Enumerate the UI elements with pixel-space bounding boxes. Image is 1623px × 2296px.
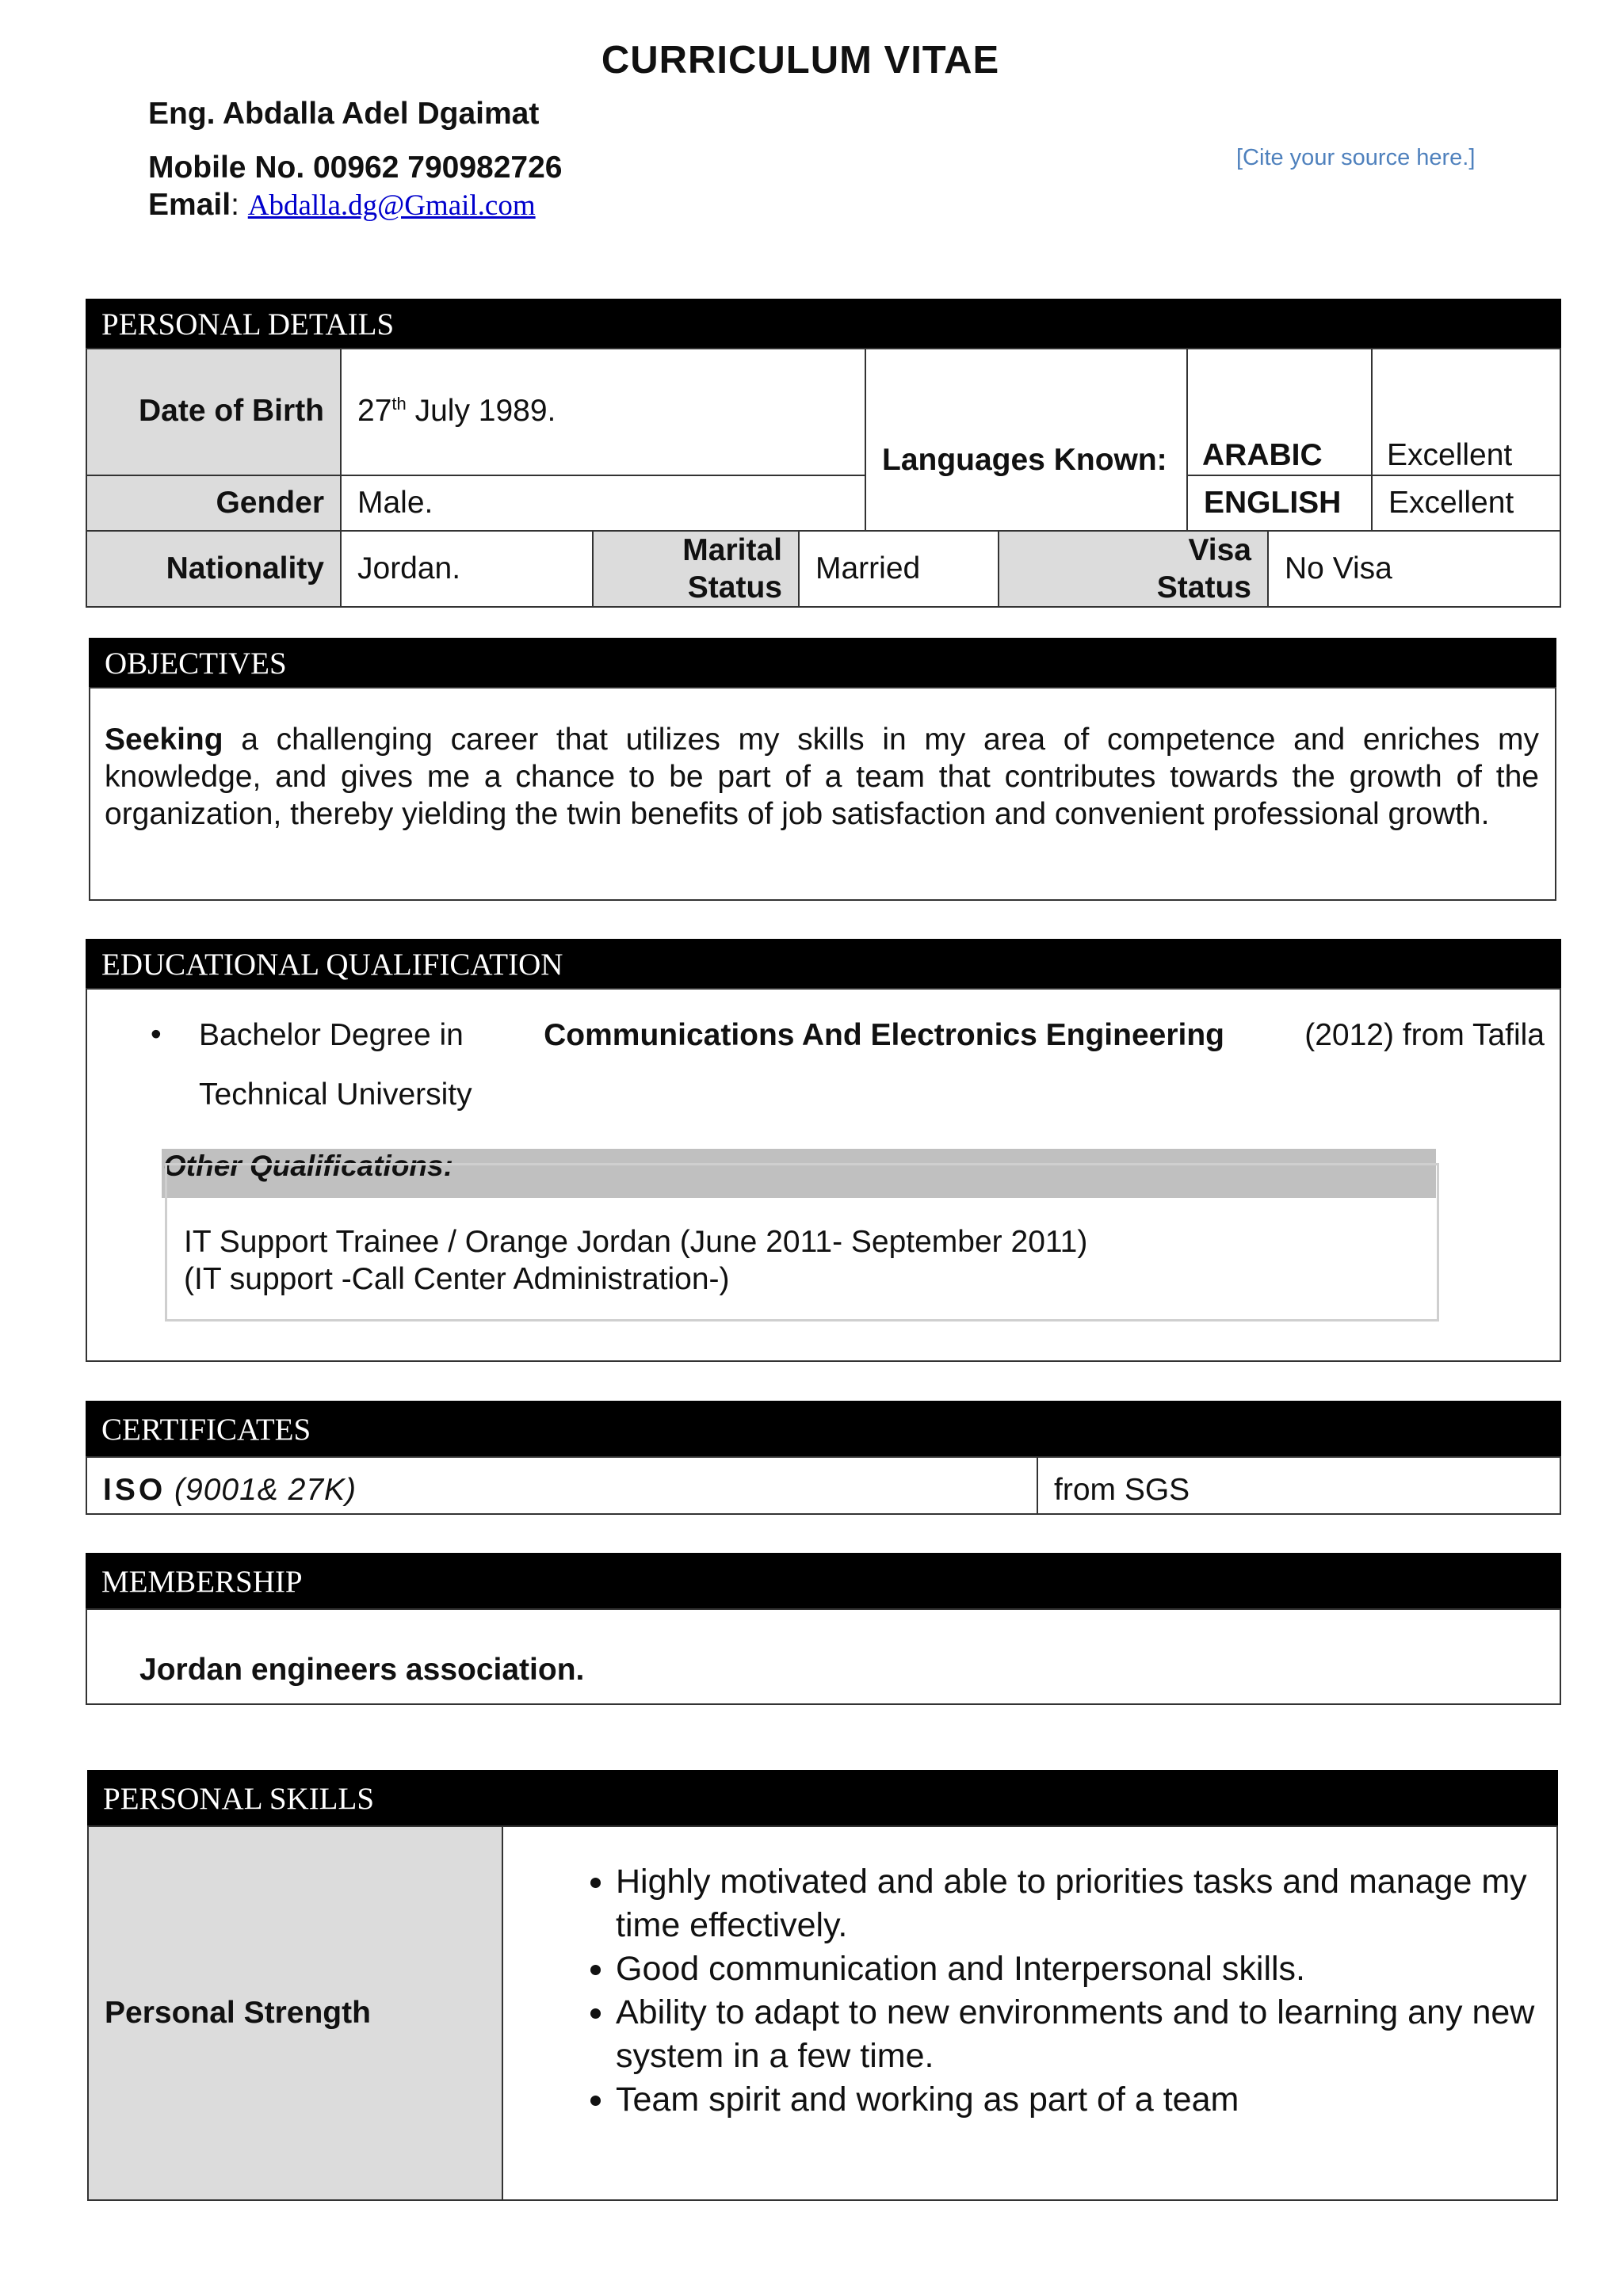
language-level-1: Excellent	[1387, 438, 1513, 472]
degree-suffix: (2012) from Tafila	[1304, 1018, 1545, 1052]
skill-item: • Team spirit and working as part of a team	[616, 2078, 1583, 2122]
certificate-detail: (9001& 27K)	[174, 1473, 357, 1507]
objective-lead: Seeking	[105, 723, 223, 757]
email-link[interactable]: Abdalla.dg@Gmail.com	[247, 189, 536, 222]
skill-item: • Highly motivated and able to priorities tasks and manage my time effectively.	[616, 1860, 1583, 1947]
skills-list	[559, 1860, 1583, 2122]
email-separator: :	[231, 188, 239, 222]
certificate-issuer: from SGS	[1037, 1456, 1561, 1515]
degree-prefix: Bachelor Degree in	[199, 1018, 464, 1052]
objective-text	[105, 721, 1539, 833]
visa-label-text: Visa Status	[1156, 533, 1251, 605]
other-qualification-line-2: (IT support -Call Center Administration-)	[184, 1262, 730, 1296]
personal-strength-label: Personal Strength	[87, 1825, 503, 2201]
skill-item: • Ability to adapt to new environments and to learning any new system in a few time.	[616, 1991, 1583, 2078]
candidate-name: Eng. Abdalla Adel Dgaimat	[148, 97, 540, 131]
degree-university: Technical University	[199, 1077, 472, 1112]
education-heading: EDUCATIONAL QUALIFICATION	[86, 939, 1561, 990]
membership-heading: MEMBERSHIP	[86, 1553, 1561, 1610]
email-label: Email	[148, 188, 231, 222]
nationality-value: Jordan.	[340, 530, 594, 608]
personal-details-heading: PERSONAL DETAILS	[86, 299, 1561, 349]
certificate-name-cell	[86, 1456, 1038, 1515]
gender-label: Gender	[86, 475, 342, 532]
membership-text: Jordan engineers association.	[139, 1653, 585, 1687]
cite-source-placeholder[interactable]: [Cite your source here.]	[1236, 145, 1476, 170]
marital-value: Married	[798, 530, 999, 608]
visa-label	[998, 530, 1269, 608]
degree-line	[199, 1018, 1545, 1053]
objective-body: a challenging career that utilizes my skills in my area of competence and enriches my knowledge, and gives me a chance to be part of a team that contributes towards the growth of the organization, thereby yielding the twin benefits of job satisfaction and convenient professional growth.	[105, 723, 1539, 831]
degree-title: Communications And Electronics Engineering	[544, 1018, 1224, 1052]
bullet-icon: •	[151, 1017, 162, 1051]
marital-label	[592, 530, 800, 608]
marital-label-text: Marital Status	[682, 533, 782, 605]
other-qualifications-heading: Other Qualifications:	[163, 1150, 453, 1182]
certificates-heading: CERTIFICATES	[86, 1401, 1561, 1458]
nationality-label: Nationality	[86, 530, 342, 608]
language-name-1: ARABIC	[1202, 438, 1323, 472]
email-line	[148, 188, 536, 223]
certificate-name: ISO	[103, 1473, 166, 1507]
mobile-number: Mobile No. 00962 790982726	[148, 151, 563, 185]
skills-heading: PERSONAL SKILLS	[87, 1770, 1558, 1827]
language-name-2: ENGLISH	[1186, 475, 1373, 532]
dob-rest: July 1989.	[406, 394, 556, 428]
languages-label: Languages Known:	[865, 348, 1188, 532]
dob-value	[340, 348, 866, 476]
dob-label: Date of Birth	[86, 348, 342, 476]
dob-day: 27	[357, 394, 392, 428]
objectives-heading: OBJECTIVES	[89, 638, 1556, 688]
visa-value: No Visa	[1267, 530, 1561, 608]
other-qualification-line-1: IT Support Trainee / Orange Jordan (June 2011- September 2011)	[184, 1225, 1088, 1259]
language-level-2: Excellent	[1371, 475, 1561, 532]
dob-suffix: th	[391, 394, 407, 414]
gender-value: Male.	[340, 475, 866, 532]
document-title: CURRICULUM VITAE	[601, 39, 1000, 82]
skill-item: • Good communication and Interpersonal skills.	[616, 1947, 1583, 1991]
